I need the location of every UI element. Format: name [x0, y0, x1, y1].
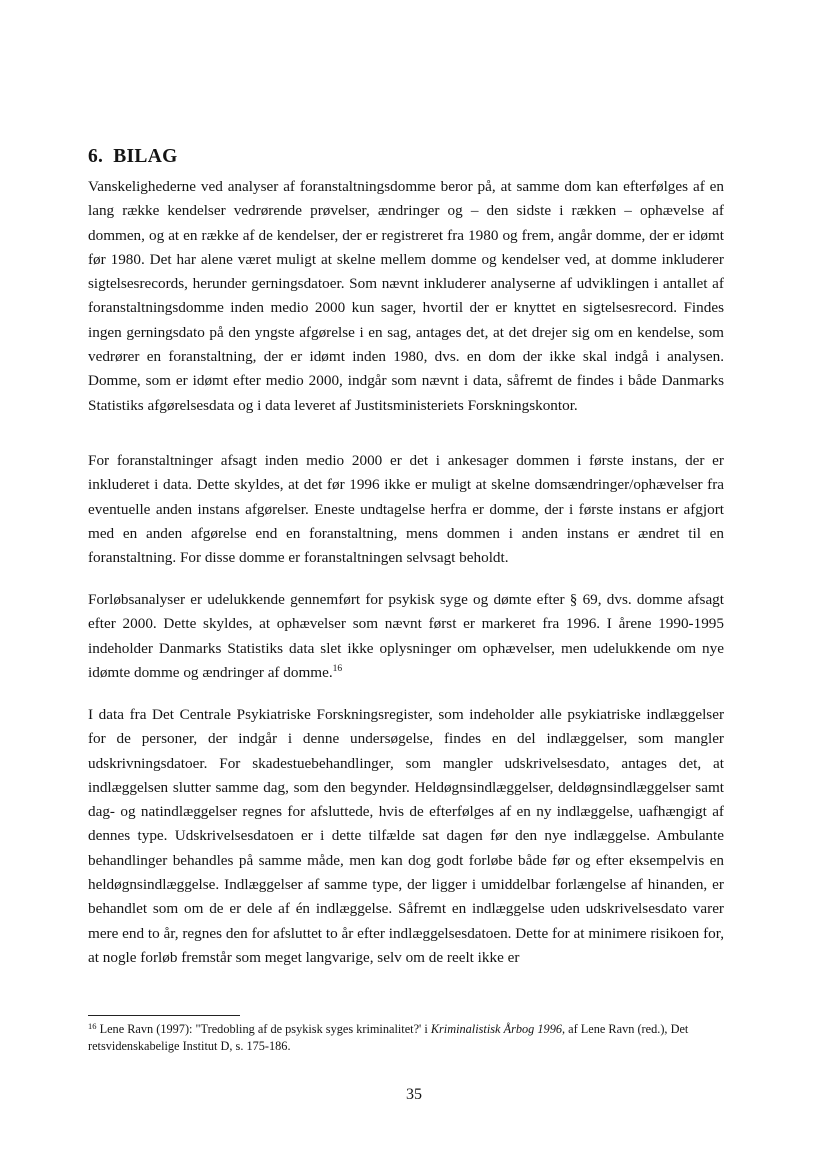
footnote: [88, 1021, 728, 1054]
footnote-divider: [88, 1015, 240, 1016]
page-number: 35: [406, 1086, 422, 1103]
footnote-italic-title: Kriminalistisk Årbog 1996,: [430, 1022, 566, 1036]
body-paragraph-3-text: Forløbsanalyser er udelukkende gennemført for psykisk syge og dømte efter § 69, dvs. domme afsagt efter 2000. Dette skyldes, at ophævelser som nævnt først er markeret fra 1996. I årene 1990-1995 indeholder Danmarks Statistiks data slet ikke oplysninger om ophævelser, men udelukkende om nye idømte domme og ændringer af domme.: [88, 591, 724, 681]
section-heading: [88, 146, 178, 168]
section-number: 6.: [88, 146, 104, 167]
footnote-reference[interactable]: 16: [332, 663, 343, 674]
body-paragraph-3: [88, 588, 724, 685]
footnote-text-before: Lene Ravn (1997): "Tredobling af de psykisk syges kriminalitet?' i: [99, 1022, 431, 1036]
body-paragraph-4: I data fra Det Centrale Psykiatriske Forskningsregister, som indeholder alle psykiatriske indlæggelser for de personer, der indgår i denne undersøgelse, findes en del indlæggelser, som mangler udskrivningsdatoer. For skadestuebehandlinger, som mangler udskrivelsesdato, antages det, at indlæggelsen slutter samme dag, som den begynder. Heldøgnsindlæggelser, deldøgnsindlæggelser samt dag- og natindlæggelser regnes for afsluttede, hvis de efterfølges af en ny indlæggelse, uafhængigt af dennes type. Udskrivelsesdatoen er i dette tilfælde sat dagen før den nye indlæggelse. Ambulante behandlinger behandles på samme måde, men kan dog godt forløbe både før og efter eksempelvis en heldøgnsindlæggelse. Indlæggelser af samme type, der ligger i umiddelbar forlængelse af hinanden, er behandlet som om de er dele af én indlæggelse. Såfremt en indlæggelse uden udskrivelsesdato varer mere end to år, regnes den for afsluttet to år efter indlæggelsesdatoen. Dette for at minimere risikoen for, at nogle forløb fremstår som meget langvarige, selv om de reelt ikke er: [88, 706, 724, 966]
section-title: BILAG: [113, 146, 178, 167]
body-paragraph-1: Vanskelighederne ved analyser af foranstaltningsdomme beror på, at samme dom kan efterfølges af en lang række kendelser vedrørende prøvelser, ændringer og – den sidste i rækken – ophævelse af dommen, og at en række af de kendelser, der er registreret fra 1980 og frem, angår domme, der er idømt før 1980. Det har alene været muligt at skelne mellem domme og kendelser ved, at domme inkluderer sigtelsesrecords, herunder gerningsdatoer. Som nævnt inkluderer analyserne af udviklingen i antallet af foranstaltningsdomme inden medio 2000 kun sager, hvortil der er knyttet en sigtelsesrecord. Findes ingen gerningsdato på den yngste afgørelse i en sag, antages det, at det drejer sig om en kendelse, som vedrører en foranstaltning, der er idømt inden 1980, dvs. en dom der ikke skal indgå i analysen. Domme, som er idømt efter medio 2000, indgår som nævnt i data, såfremt de findes i både Danmarks Statistiks afgørelsesdata og i data leveret af Justitsministeriets Forskningskontor.: [88, 178, 724, 414]
footnote-text-after: af Lene Ravn (red.), Det retsvidenskabelige Institut D, s. 175-186.: [88, 1022, 689, 1053]
body-paragraph-2: For foranstaltninger afsagt inden medio 2000 er det i ankesager dommen i første instans, der er inkluderet i data. Dette skyldes, at det før 1996 ikke er muligt at skelne domsændringer/ophævelser fra eventuelle anden instans afgørelser. Eneste undtagelse herfra er domme, der i første instans er afgjort med en anden afgørelse end en foranstaltning, mens dommen i anden instans er ændret til en foranstaltning. For disse domme er foranstaltningen selvsagt beholdt.: [88, 452, 724, 567]
footnote-marker: 16: [88, 1021, 97, 1031]
